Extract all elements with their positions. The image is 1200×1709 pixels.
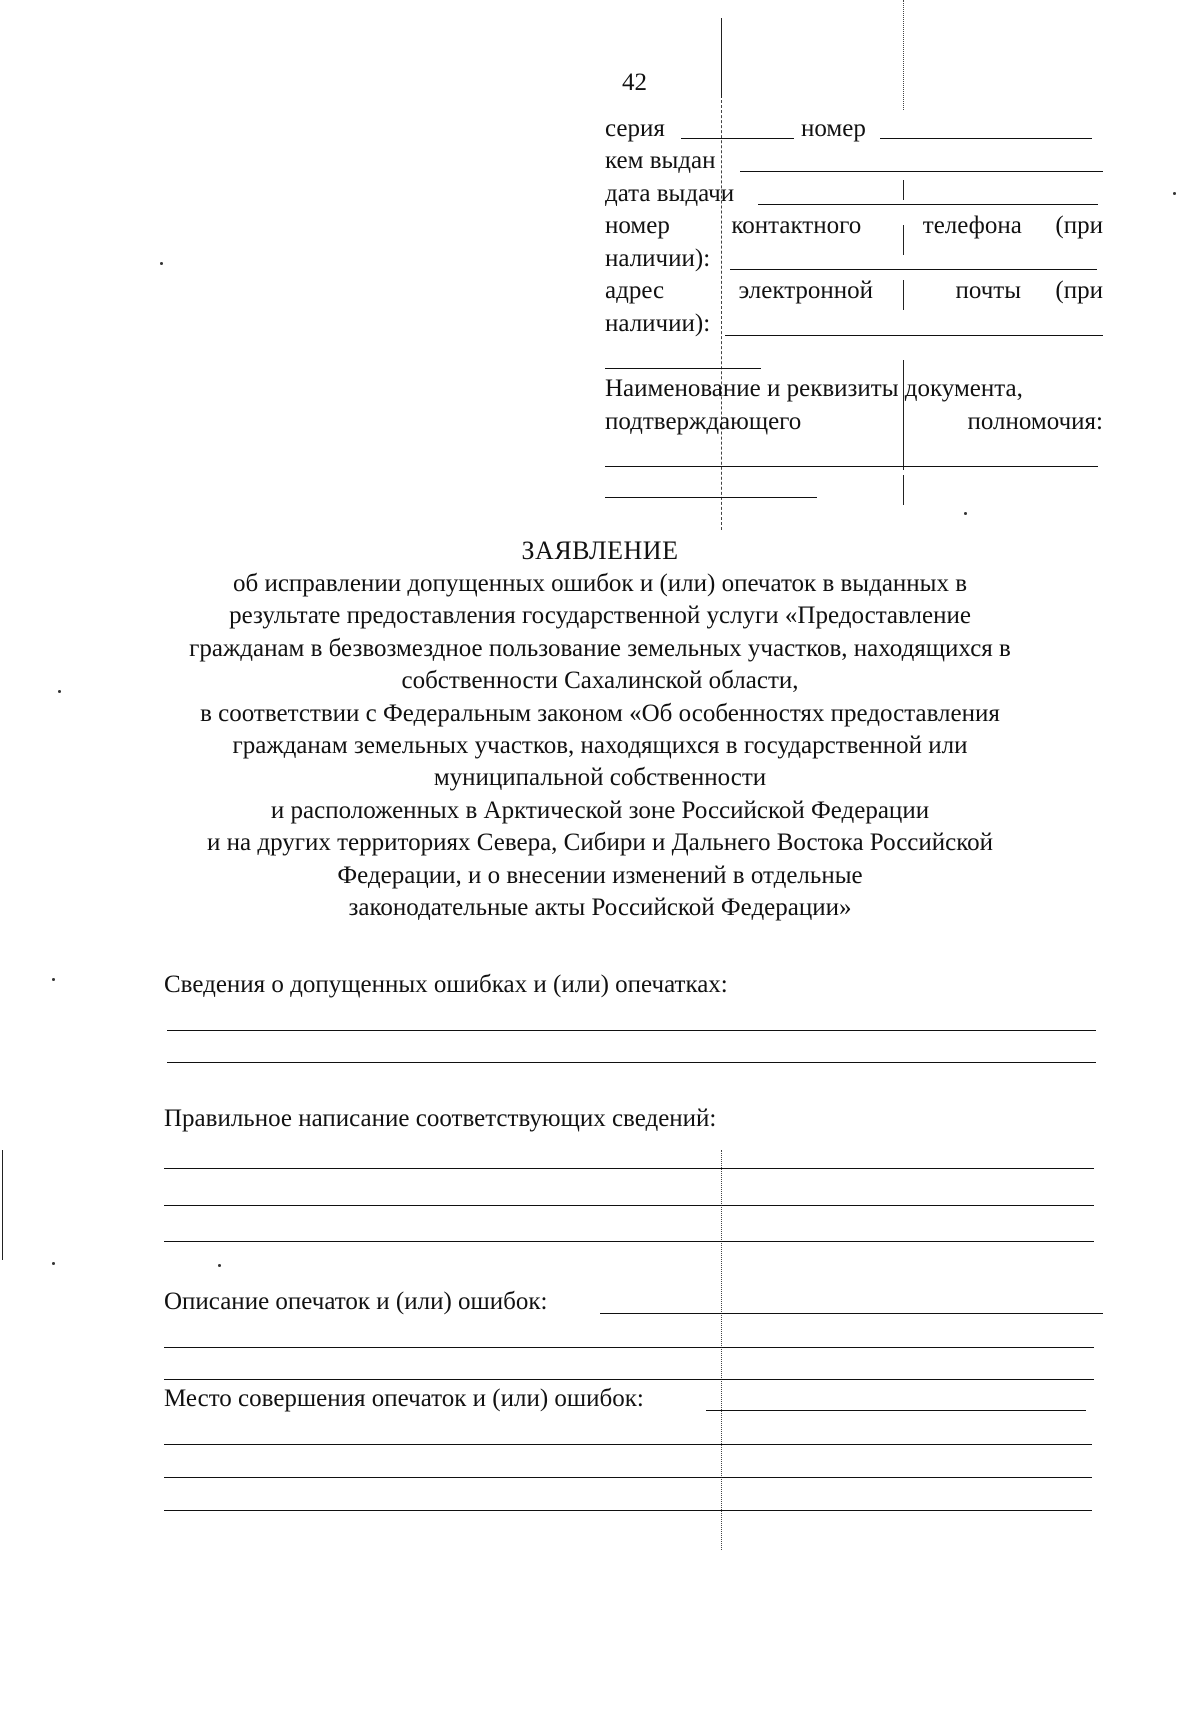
title-line-6: гражданам земельных участков, находящихся в государственной или bbox=[232, 732, 968, 760]
email-word-4: (при bbox=[1055, 277, 1103, 304]
phone-word-2: контактного bbox=[731, 212, 862, 239]
title-line-4: собственности Сахалинской области, bbox=[401, 667, 799, 695]
description-label: Описание опечаток и (или) ошибок: bbox=[164, 1288, 548, 1315]
scan-fold-line bbox=[721, 1150, 722, 1550]
scan-speck bbox=[52, 978, 55, 981]
errors-info-field-2[interactable] bbox=[167, 1062, 1096, 1063]
email-word-1: адрес bbox=[605, 277, 665, 304]
scan-speck bbox=[964, 512, 967, 515]
title-line-10: Федерации, и о внесении изменений в отдельные bbox=[337, 861, 863, 889]
email-word-2: электронной bbox=[738, 277, 874, 304]
phone-label-line2: наличии): bbox=[605, 245, 711, 272]
email-field[interactable] bbox=[725, 335, 1103, 336]
issued-by-label: кем выдан bbox=[605, 147, 716, 174]
phone-word-3: телефона bbox=[922, 212, 1022, 239]
scan-speck bbox=[160, 262, 163, 265]
email-label-line2: наличии): bbox=[605, 310, 711, 337]
series-label: серия bbox=[605, 115, 665, 142]
correct-spelling-label: Правильное написание соответствующих сведений: bbox=[164, 1105, 717, 1132]
issue-date-field[interactable] bbox=[758, 204, 1098, 205]
authority-doc-right: полномочия: bbox=[967, 408, 1103, 435]
series-field[interactable] bbox=[681, 138, 794, 139]
email-word-3: почты bbox=[955, 277, 1021, 304]
correct-spelling-field-1[interactable] bbox=[164, 1168, 1094, 1169]
statement-heading: ЗАЯВЛЕНИЕ bbox=[521, 536, 679, 565]
errors-info-label: Сведения о допущенных ошибках и (или) опечатках: bbox=[164, 971, 728, 998]
title-line-9: и на других территориях Севера, Сибири и Дальнего Востока Российской bbox=[207, 829, 993, 857]
description-field-1[interactable] bbox=[600, 1313, 1103, 1314]
location-field-2[interactable] bbox=[164, 1444, 1092, 1445]
authority-doc-field-2[interactable] bbox=[605, 497, 817, 498]
statement-title bbox=[150, 534, 1050, 924]
location-label: Место совершения опечаток и (или) ошибок: bbox=[164, 1385, 644, 1412]
authority-doc-line2 bbox=[605, 409, 1103, 434]
title-line-8: и расположенных в Арктической зоне Российской Федерации bbox=[270, 796, 930, 824]
title-line-11: законодательные акты Российской Федерации» bbox=[348, 894, 852, 922]
phone-field[interactable] bbox=[730, 269, 1097, 270]
phone-label-line1 bbox=[605, 213, 1103, 238]
email-label-line1 bbox=[605, 278, 1103, 303]
title-line-7: муниципальной собственности bbox=[433, 764, 767, 792]
title-line-2: результате предоставления государственной услуги «Предоставление bbox=[229, 602, 971, 630]
scan-speck bbox=[58, 690, 61, 693]
title-line-1: об исправлении допущенных ошибок и (или) опечаток в выданных в bbox=[232, 570, 968, 597]
scan-fold-line bbox=[903, 0, 904, 110]
authority-doc-field[interactable] bbox=[605, 466, 1098, 467]
scan-fold-line bbox=[903, 475, 904, 505]
issued-by-field[interactable] bbox=[740, 171, 1103, 172]
scan-fold-line bbox=[2, 1150, 3, 1260]
page-number: 42 bbox=[622, 69, 647, 96]
location-field-3[interactable] bbox=[164, 1477, 1092, 1478]
number-field[interactable] bbox=[880, 138, 1092, 139]
correct-spelling-field-2[interactable] bbox=[164, 1205, 1094, 1206]
authority-doc-line1: Наименование и реквизиты документа, bbox=[605, 375, 1023, 402]
description-field-3[interactable] bbox=[164, 1379, 1094, 1380]
location-field-1[interactable] bbox=[706, 1410, 1086, 1411]
issue-date-label: дата выдачи bbox=[605, 180, 735, 207]
errors-info-field-1[interactable] bbox=[167, 1030, 1096, 1031]
description-field-2[interactable] bbox=[164, 1347, 1094, 1348]
title-line-5: в соответствии с Федеральным законом «Об особенностях предоставления bbox=[200, 699, 1000, 727]
scan-speck bbox=[218, 1264, 221, 1267]
scan-fold-line bbox=[903, 180, 904, 200]
phone-word-4: (при bbox=[1055, 212, 1103, 239]
scan-speck bbox=[1173, 192, 1176, 195]
number-label: номер bbox=[801, 115, 866, 142]
scan-speck bbox=[52, 1262, 55, 1265]
authority-doc-left: подтверждающего bbox=[605, 408, 802, 435]
correct-spelling-field-3[interactable] bbox=[164, 1241, 1094, 1242]
location-field-4[interactable] bbox=[164, 1510, 1092, 1511]
scan-fold-line bbox=[721, 18, 722, 98]
phone-word-1: номер bbox=[605, 212, 670, 239]
blank-line[interactable] bbox=[605, 368, 761, 369]
title-line-3: гражданам в безвозмездное пользование земельных участков, находящихся в bbox=[189, 634, 1011, 662]
